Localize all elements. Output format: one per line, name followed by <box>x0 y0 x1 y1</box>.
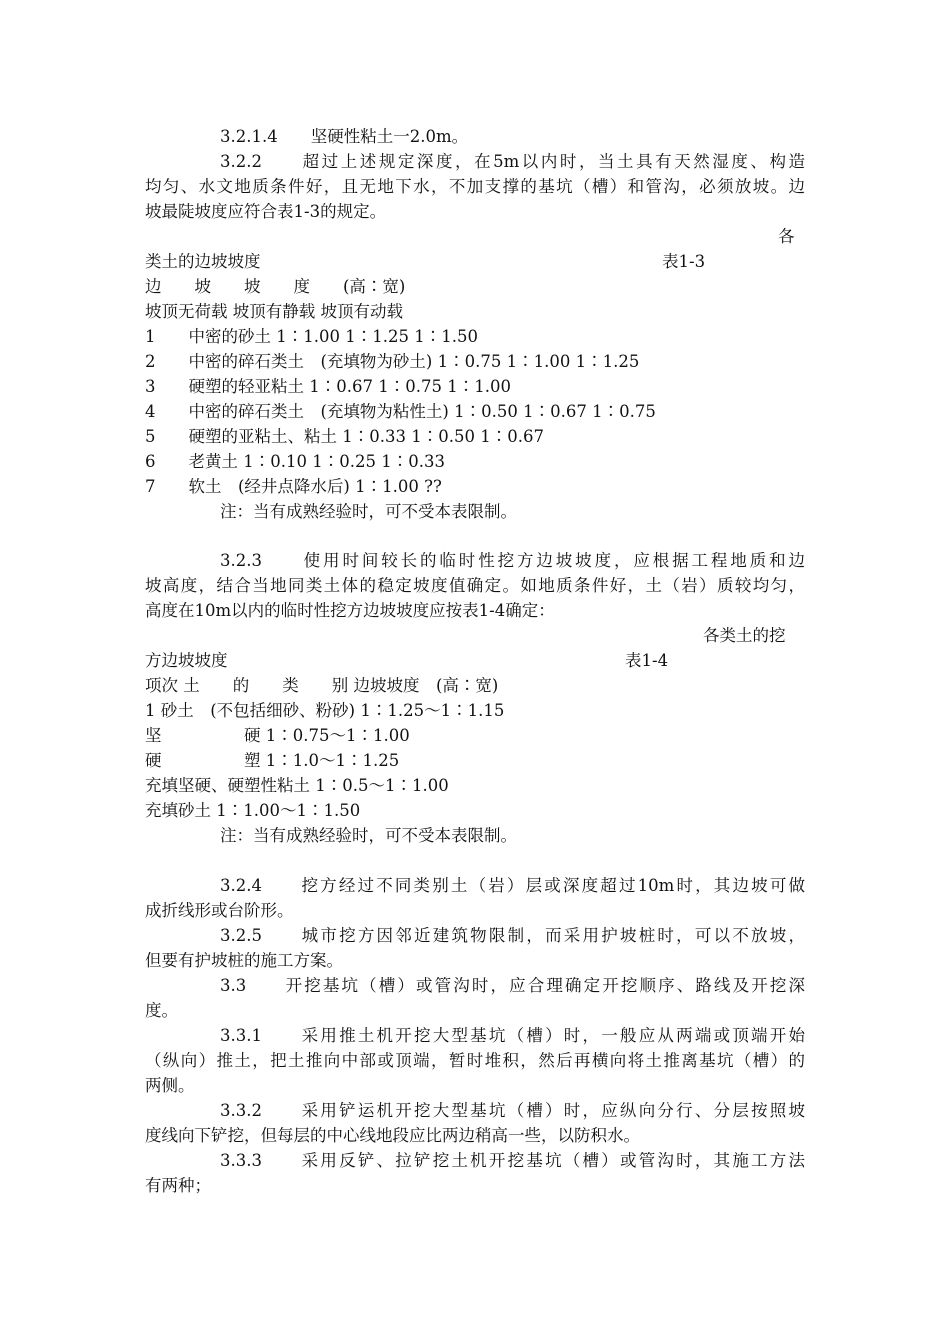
clause-3-3-3-line2: 有两种； <box>145 1176 211 1195</box>
table-1-3-caption-end: 类土的边坡坡度 <box>145 252 261 271</box>
table-1-4-row: 充填坚硬、硬塑性粘土 1∶0.5～1∶1.00 <box>145 776 449 795</box>
table-1-4-caption-end: 方边坡坡度 <box>145 651 228 670</box>
clause-3-2-3-line3: 高度在10m以内的临时性挖方边坡坡度应按表1-4确定： <box>145 601 555 620</box>
table-1-3-note: 注：当有成熟经验时，可不受本表限制。 <box>220 502 517 521</box>
table-1-4-number: 表1-4 <box>625 651 669 670</box>
clause-3-3-line1: 3.3 开挖基坑（槽）或管沟时，应合理确定开挖顺序、路线及开挖深 <box>220 976 805 995</box>
clause-3-3-3-line1: 3.3.3 采用反铲、拉铲挖土机开挖基坑（槽）或管沟时，其施工方法 <box>220 1151 805 1170</box>
table-1-3-caption-start: 各 <box>778 227 795 246</box>
clause-3-3-1-line3: 两侧。 <box>145 1076 195 1095</box>
clause-3-2-5-line2: 但要有护坡桩的施工方案。 <box>145 951 343 970</box>
table-1-3-row: 3 硬塑的轻亚粘土 1∶0.67 1∶0.75 1∶1.00 <box>145 377 511 396</box>
clause-3-3-2-line1: 3.3.2 采用铲运机开挖大型基坑（槽）时，应纵向分行、分层按照坡 <box>220 1101 805 1120</box>
table-1-3-row: 1 中密的砂土 1∶1.00 1∶1.25 1∶1.50 <box>145 327 478 346</box>
clause-3-2-4-line1: 3.2.4 挖方经过不同类别土（岩）层或深度超过10m时，其边坡可做 <box>220 876 805 895</box>
clause-3-3-2-line2: 度线向下铲挖，但每层的中心线地段应比两边稍高一些，以防积水。 <box>145 1126 640 1145</box>
table-1-4-row: 坚 硬 1∶0.75～1∶1.00 <box>145 726 410 745</box>
clause-3-2-1-4: 3.2.1.4 坚硬性粘土一2.0m。 <box>220 127 469 146</box>
clause-3-2-2-line1: 3.2.2 超过上述规定深度，在5m以内时，当土具有天然湿度、构造 <box>220 152 805 171</box>
clause-3-2-2-line2: 均匀、水文地质条件好，且无地下水，不加支撑的基坑（槽）和管沟，必须放坡。边 <box>145 177 805 196</box>
table-1-3-row: 2 中密的碎石类土 (充填物为砂土) 1∶0.75 1∶1.00 1∶1.25 <box>145 352 640 371</box>
table-1-4-note: 注：当有成熟经验时，可不受本表限制。 <box>220 826 517 845</box>
clause-3-3-1-line1: 3.3.1 采用推土机开挖大型基坑（槽）时，一般应从两端或顶端开始 <box>220 1026 805 1045</box>
clause-3-3-1-line2: （纵向）推土，把土推向中部或顶端，暂时堆积，然后再横向将土推离基坑（槽）的 <box>145 1051 805 1070</box>
table-1-3-number: 表1-3 <box>662 252 706 271</box>
clause-3-2-2-line3: 坡最陡坡度应符合表1-3的规定。 <box>145 202 387 221</box>
table-1-3-header-1: 边 坡 坡 度 (高∶宽) <box>145 277 406 296</box>
table-1-3-row: 6 老黄土 1∶0.10 1∶0.25 1∶0.33 <box>145 452 445 471</box>
table-1-3-row: 4 中密的碎石类土 (充填物为粘性土) 1∶0.50 1∶0.67 1∶0.75 <box>145 402 656 421</box>
table-1-4-header: 项次 土 的 类 别 边坡坡度 (高∶宽) <box>145 676 499 695</box>
table-1-3-row: 7 软土 (经井点降水后) 1∶1.00 ?? <box>145 477 442 496</box>
table-1-4-row: 充填砂土 1∶1.00～1∶1.50 <box>145 801 361 820</box>
clause-3-2-5-line1: 3.2.5 城市挖方因邻近建筑物限制，而采用护坡桩时，可以不放坡， <box>220 926 805 945</box>
table-1-4-row: 1 砂土 (不包括细砂、粉砂) 1∶1.25～1∶1.15 <box>145 701 505 720</box>
table-1-3-header-2: 坡顶无荷载 坡顶有静载 坡顶有动载 <box>145 302 403 321</box>
clause-3-2-3-line1: 3.2.3 使用时间较长的临时性挖方边坡坡度，应根据工程地质和边 <box>220 551 805 570</box>
table-1-4-caption-start: 各类土的挖 <box>703 626 786 645</box>
clause-3-2-4-line2: 成折线形或台阶形。 <box>145 901 294 920</box>
table-1-4-row: 硬 塑 1∶1.0～1∶1.25 <box>145 751 400 770</box>
table-1-3-row: 5 硬塑的亚粘土、粘土 1∶0.33 1∶0.50 1∶0.67 <box>145 427 544 446</box>
clause-3-3-line2: 度。 <box>145 1001 178 1020</box>
clause-3-2-3-line2: 坡高度，结合当地同类土体的稳定坡度值确定。如地质条件好，土（岩）质较均匀， <box>145 576 805 595</box>
